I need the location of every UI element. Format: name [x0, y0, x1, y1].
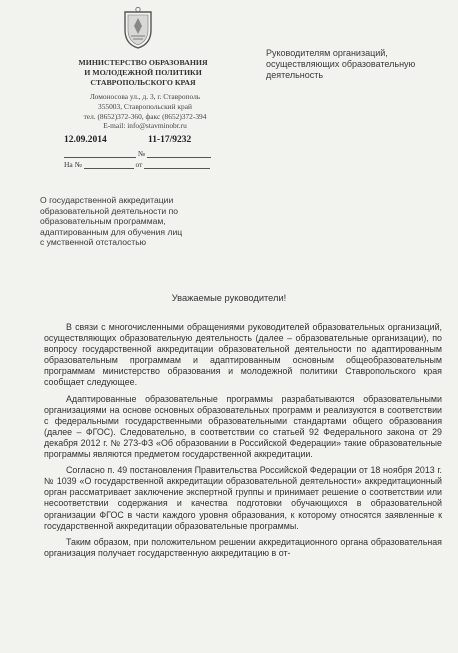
date-underline — [64, 149, 136, 158]
letter-body — [44, 322, 442, 564]
body-paragraph: В связи с многочисленными обращениями руководителей образовательных организаций, осуществляющих образовательную деятельность (далее – образовательные организации), по вопросу государственной аккредитации образовательной деятельности по адаптированным образовательным программам и адаптированным основным общеобразовательным программам министерство образования и молодежной политики Ставропольского края сообщает следующее. — [44, 322, 442, 388]
reference-from-label: от — [135, 160, 143, 169]
address-line: 355003, Ставропольский край — [98, 101, 192, 111]
subject-line: образовательной деятельности по — [40, 205, 179, 216]
document-date: 12.09.2014 — [64, 135, 107, 145]
ministry-name — [68, 58, 218, 87]
greeting: Уважаемые руководители! — [171, 293, 287, 303]
body-paragraph: Адаптированные образовательные программы разрабатываются образовательными организациями на основе основных образовательных программ и реализуются в соответствии с федеральными государственными образовательными стандартами общего образования (далее – ФГОС). Следовательно, в соответствии со статьей 92 Федерального закона от 29 декабря 2012 г. № 273-ФЗ «Об образовании в Российской Федерации» такие образовательные программы являются предметом государственной аккредитации. — [44, 393, 442, 460]
recipient-line: осуществляющих образовательную — [266, 59, 416, 69]
coat-of-arms-emblem — [122, 6, 154, 50]
subject-line: адаптированным для обучения лиц — [40, 226, 183, 237]
subject-line: с умственной отсталостью — [40, 237, 147, 248]
address-line: тел. (8652)372-360, факс (8652)372-394 — [83, 111, 207, 121]
registration-line — [64, 149, 211, 158]
subject-block — [40, 195, 220, 248]
recipient-line: Руководителям организаций, — [266, 48, 388, 58]
recipient-block — [266, 48, 446, 81]
ministry-address — [70, 92, 220, 131]
ministry-line: МИНИСТЕРСТВО ОБРАЗОВАНИЯ — [78, 58, 208, 67]
document-number: 11-17/9232 — [148, 135, 192, 145]
subject-line: О государственной аккредитации — [40, 195, 174, 205]
body-paragraph: Согласно п. 49 постановления Правительства Российской Федерации от 18 ноября 2013 г. № 1039 «О государственной аккредитации образовательной деятельности» аккредитационный орган рассматривает заключение экспертной группы и принимает решение о соответствии или несоответствии содержания и качества подготовки обучающихся в образовательной организации ФГОС в части каждого уровня образования, к которому относятся заявленные к государственной аккредитации образовательные программы. — [44, 465, 442, 531]
address-line: Ломоносова ул., д. 3, г. Ставрополь — [89, 92, 201, 101]
ministry-line: СТАВРОПОЛЬСКОГО КРАЯ — [90, 77, 196, 87]
number-underline — [147, 149, 211, 158]
number-sign: № — [137, 149, 146, 158]
reference-label: На № — [64, 160, 82, 169]
subject-line: образовательным программам, — [40, 216, 166, 227]
recipient-line: деятельность — [266, 70, 324, 80]
address-line: E-mail: info@stavminobr.ru — [103, 121, 187, 131]
reference-underline — [84, 160, 134, 169]
ministry-line: И МОЛОДЕЖНОЙ ПОЛИТИКИ — [84, 67, 202, 77]
body-paragraph: Таким образом, при положительном решении аккредитационного органа образовательная организация получает государственную аккредитацию в от- — [44, 536, 442, 558]
reference-date-underline — [144, 160, 210, 169]
reference-line — [64, 160, 210, 169]
